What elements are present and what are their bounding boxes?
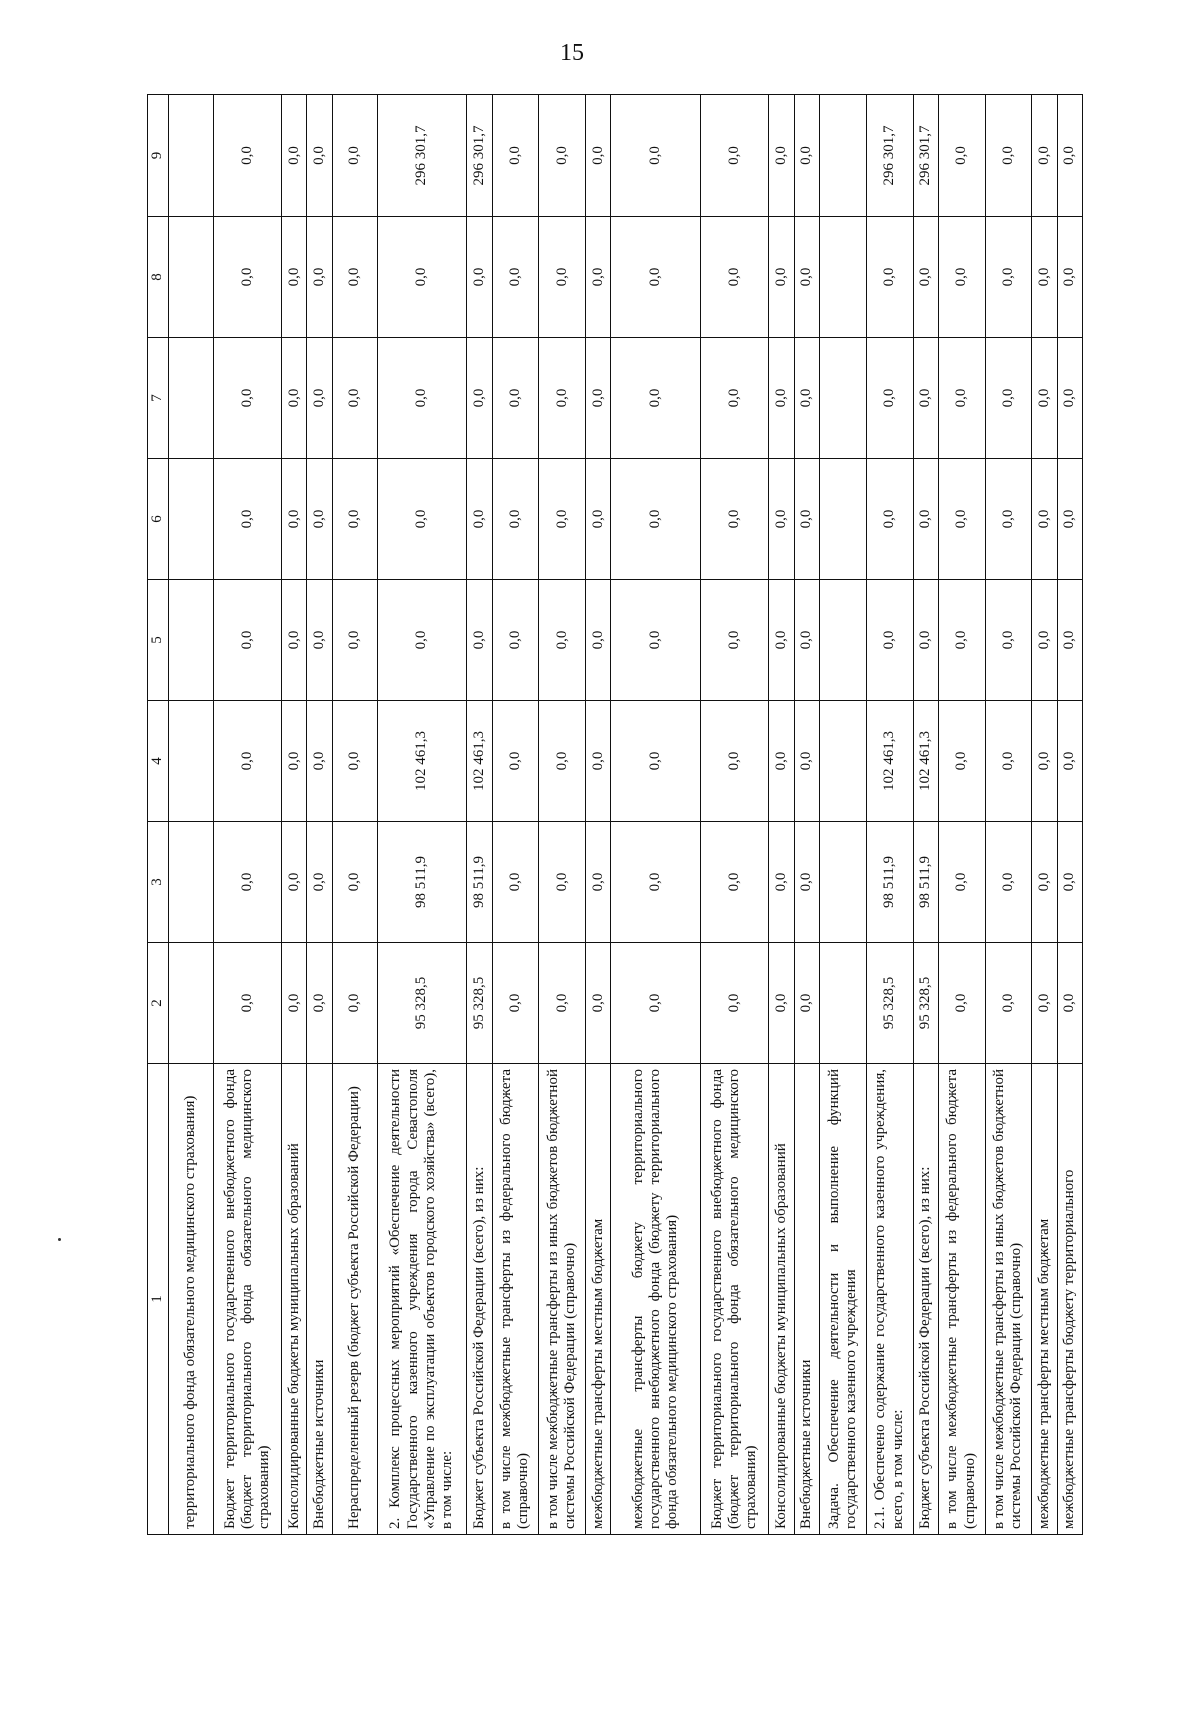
value-cell: 98 511,9 [467,822,492,943]
value-cell: 0,0 [1032,822,1057,943]
table-row [169,95,214,1535]
table-row [332,95,377,1535]
value-cell: 0,0 [701,580,769,701]
value-cell: 0,0 [1032,580,1057,701]
value-cell: 0,0 [938,701,985,822]
value-cell: 0,0 [492,822,539,943]
row-label: межбюджетные трансферты бюджету территориального [1057,1064,1082,1535]
value-cell: 0,0 [282,580,307,701]
value-cell: 0,0 [794,459,819,580]
value-cell: 0,0 [913,217,938,338]
table-row [492,95,539,1535]
value-cell: 0,0 [492,580,539,701]
table-row [611,95,701,1535]
table-row [819,95,866,1535]
table-row [586,95,611,1535]
value-cell: 98 511,9 [377,822,467,943]
value-cell: 0,0 [938,943,985,1064]
value-cell: 0,0 [938,95,985,217]
value-cell: 0,0 [213,580,281,701]
value-cell: 0,0 [332,580,377,701]
value-cell: 0,0 [307,217,332,338]
table-row [539,95,586,1535]
table-row [282,95,307,1535]
value-cell: 0,0 [1032,459,1057,580]
table-row [1057,95,1082,1535]
column-header: 8 [148,217,169,338]
value-cell: 0,0 [282,822,307,943]
table-row [938,95,985,1535]
value-cell: 0,0 [467,459,492,580]
value-cell [169,822,214,943]
value-cell: 0,0 [377,338,467,459]
value-cell: 0,0 [769,95,794,217]
column-header: 1 [148,1064,169,1535]
value-cell: 95 328,5 [913,943,938,1064]
value-cell: 0,0 [467,338,492,459]
value-cell: 0,0 [866,580,913,701]
value-cell: 102 461,3 [467,701,492,822]
row-label: в том числе межбюджетные трансферты из иных бюджетов бюджетной системы Российской Федерации (справочно) [985,1064,1032,1535]
value-cell: 0,0 [985,701,1032,822]
value-cell: 0,0 [938,217,985,338]
value-cell: 0,0 [769,338,794,459]
value-cell: 0,0 [1032,943,1057,1064]
value-cell: 0,0 [611,580,701,701]
value-cell [169,217,214,338]
value-cell: 0,0 [213,459,281,580]
row-label: межбюджетные трансферты бюджету территориального государственного внебюджетного фонда (бюджету территориального фонда обязательного медицинского страхования) [611,1064,701,1535]
value-cell: 0,0 [586,217,611,338]
value-cell: 0,0 [611,701,701,822]
value-cell: 0,0 [539,943,586,1064]
value-cell: 296 301,7 [866,95,913,217]
value-cell: 0,0 [332,701,377,822]
row-label: Нераспределенный резерв (бюджет субъекта Российской Федерации) [332,1064,377,1535]
row-label: территориального фонда обязательного медицинского страхования) [169,1064,214,1535]
value-cell [819,95,866,217]
value-cell: 0,0 [794,580,819,701]
table-row [866,95,913,1535]
rotated-table-container [147,95,1083,1535]
value-cell: 0,0 [794,701,819,822]
value-cell: 0,0 [492,217,539,338]
value-cell: 0,0 [586,459,611,580]
value-cell: 102 461,3 [913,701,938,822]
value-cell: 0,0 [611,822,701,943]
value-cell: 95 328,5 [866,943,913,1064]
value-cell: 0,0 [794,338,819,459]
value-cell: 0,0 [282,943,307,1064]
value-cell: 0,0 [769,580,794,701]
value-cell: 0,0 [866,338,913,459]
value-cell [169,459,214,580]
value-cell: 0,0 [307,95,332,217]
row-label: в том числе межбюджетные трансферты из иных бюджетов бюджетной системы Российской Федерации (справочно) [539,1064,586,1535]
row-label: Задача. Обеспечение деятельности и выполнение функций государственного казенного учреждения [819,1064,866,1535]
value-cell [169,943,214,1064]
value-cell: 102 461,3 [377,701,467,822]
value-cell: 0,0 [769,459,794,580]
value-cell: 0,0 [213,95,281,217]
value-cell: 0,0 [985,822,1032,943]
value-cell [169,95,214,217]
column-header: 5 [148,580,169,701]
value-cell: 296 301,7 [913,95,938,217]
value-cell: 0,0 [307,459,332,580]
value-cell: 0,0 [938,459,985,580]
value-cell: 0,0 [377,217,467,338]
value-cell [819,338,866,459]
value-cell: 0,0 [377,580,467,701]
value-cell: 0,0 [307,943,332,1064]
value-cell [819,459,866,580]
value-cell: 0,0 [332,822,377,943]
value-cell: 0,0 [467,580,492,701]
value-cell: 0,0 [769,943,794,1064]
row-label: Бюджет территориального государственного внебюджетного фонда (бюджет территориального фонда обязательного медицинского страхования) [701,1064,769,1535]
column-header: 9 [148,95,169,217]
value-cell: 0,0 [985,338,1032,459]
value-cell [819,217,866,338]
value-cell: 0,0 [307,338,332,459]
value-cell: 98 511,9 [866,822,913,943]
value-cell: 0,0 [539,580,586,701]
table-row [307,95,332,1535]
value-cell: 0,0 [492,95,539,217]
row-label: межбюджетные трансферты местным бюджетам [586,1064,611,1535]
value-cell: 0,0 [611,943,701,1064]
value-cell: 0,0 [492,459,539,580]
value-cell: 0,0 [769,701,794,822]
value-cell: 0,0 [539,701,586,822]
value-cell: 0,0 [611,338,701,459]
column-header: 4 [148,701,169,822]
value-cell: 0,0 [1057,95,1082,217]
row-label: Консолидированные бюджеты муниципальных образований [282,1064,307,1535]
value-cell: 0,0 [332,338,377,459]
table-row [377,95,467,1535]
value-cell: 0,0 [1032,217,1057,338]
value-cell: 0,0 [1057,701,1082,822]
value-cell: 0,0 [701,943,769,1064]
value-cell: 0,0 [492,701,539,822]
value-cell: 0,0 [913,580,938,701]
value-cell: 0,0 [985,943,1032,1064]
value-cell [169,338,214,459]
value-cell: 0,0 [586,822,611,943]
value-cell: 0,0 [701,217,769,338]
value-cell: 0,0 [307,822,332,943]
value-cell: 0,0 [985,459,1032,580]
value-cell: 0,0 [1057,338,1082,459]
row-label: Бюджет субъекта Российской Федерации (всего), из них: [913,1064,938,1535]
value-cell: 0,0 [213,822,281,943]
value-cell: 0,0 [769,217,794,338]
row-label: межбюджетные трансферты местным бюджетам [1032,1064,1057,1535]
value-cell: 0,0 [586,95,611,217]
column-header: 7 [148,338,169,459]
row-label: 2. Комплекс процессных мероприятий «Обеспечение деятельности Государственного казенного учреждения города Севастополя «Управление по эксплуатации объектов городского хозяйства» (всего), в том числе: [377,1064,467,1535]
value-cell: 0,0 [938,822,985,943]
value-cell: 0,0 [611,459,701,580]
value-cell: 95 328,5 [467,943,492,1064]
value-cell [169,701,214,822]
value-cell: 0,0 [539,217,586,338]
value-cell: 0,0 [985,580,1032,701]
value-cell: 0,0 [377,459,467,580]
value-cell: 296 301,7 [467,95,492,217]
value-cell: 0,0 [985,217,1032,338]
value-cell: 0,0 [332,459,377,580]
value-cell: 0,0 [794,95,819,217]
data-table [147,94,1083,1535]
value-cell: 0,0 [492,943,539,1064]
value-cell [819,943,866,1064]
value-cell: 0,0 [938,580,985,701]
value-cell: 0,0 [282,95,307,217]
row-label: Консолидированные бюджеты муниципальных образований [769,1064,794,1535]
value-cell: 0,0 [213,701,281,822]
value-cell: 0,0 [586,338,611,459]
value-cell: 0,0 [539,459,586,580]
scan-dot [58,1238,61,1241]
value-cell: 0,0 [332,95,377,217]
value-cell: 0,0 [539,95,586,217]
value-cell: 0,0 [539,338,586,459]
value-cell: 0,0 [1057,459,1082,580]
value-cell: 0,0 [611,217,701,338]
page-number: 15 [560,40,584,66]
value-cell: 0,0 [1032,338,1057,459]
value-cell: 0,0 [586,943,611,1064]
value-cell: 0,0 [701,95,769,217]
value-cell: 0,0 [701,701,769,822]
value-cell: 0,0 [913,338,938,459]
value-cell: 0,0 [282,338,307,459]
value-cell: 0,0 [1032,701,1057,822]
value-cell: 0,0 [492,338,539,459]
header-row [148,95,169,1535]
row-label: в том числе межбюджетные трансферты из федерального бюджета (справочно) [938,1064,985,1535]
value-cell: 0,0 [1057,943,1082,1064]
value-cell [819,822,866,943]
value-cell: 98 511,9 [913,822,938,943]
value-cell: 0,0 [866,459,913,580]
value-cell: 0,0 [307,580,332,701]
value-cell: 0,0 [701,338,769,459]
value-cell: 0,0 [794,217,819,338]
table-row [1032,95,1057,1535]
value-cell: 0,0 [611,95,701,217]
table-row [985,95,1032,1535]
value-cell: 0,0 [1057,822,1082,943]
value-cell: 0,0 [213,217,281,338]
column-header: 3 [148,822,169,943]
table-row [913,95,938,1535]
value-cell: 0,0 [794,943,819,1064]
value-cell: 0,0 [586,580,611,701]
value-cell [819,580,866,701]
value-cell: 0,0 [1032,95,1057,217]
table-row [467,95,492,1535]
value-cell: 102 461,3 [866,701,913,822]
value-cell: 0,0 [794,822,819,943]
value-cell: 0,0 [866,217,913,338]
column-header: 6 [148,459,169,580]
value-cell: 0,0 [701,459,769,580]
value-cell: 0,0 [282,217,307,338]
table-row [794,95,819,1535]
column-header: 2 [148,943,169,1064]
value-cell: 0,0 [307,701,332,822]
row-label: Бюджет территориального государственного внебюджетного фонда (бюджет территориального фонда обязательного медицинского страхования) [213,1064,281,1535]
row-label: Внебюджетные источники [794,1064,819,1535]
row-label: Внебюджетные источники [307,1064,332,1535]
value-cell: 296 301,7 [377,95,467,217]
row-label: Бюджет субъекта Российской Федерации (всего), из них: [467,1064,492,1535]
value-cell: 0,0 [213,338,281,459]
value-cell: 0,0 [985,95,1032,217]
value-cell: 0,0 [539,822,586,943]
value-cell [819,701,866,822]
row-label: 2.1. Обеспечено содержание государственного казенного учреждения, всего, в том числе: [866,1064,913,1535]
value-cell: 0,0 [1057,217,1082,338]
value-cell: 95 328,5 [377,943,467,1064]
value-cell: 0,0 [701,822,769,943]
table-row [769,95,794,1535]
value-cell: 0,0 [282,459,307,580]
value-cell: 0,0 [769,822,794,943]
value-cell: 0,0 [467,217,492,338]
table-row [213,95,281,1535]
row-label: в том числе межбюджетные трансферты из федерального бюджета (справочно) [492,1064,539,1535]
value-cell: 0,0 [213,943,281,1064]
value-cell: 0,0 [282,701,307,822]
value-cell: 0,0 [332,943,377,1064]
value-cell [169,580,214,701]
table-body [169,95,1083,1535]
value-cell: 0,0 [913,459,938,580]
value-cell: 0,0 [586,701,611,822]
value-cell: 0,0 [1057,580,1082,701]
table-row [701,95,769,1535]
value-cell: 0,0 [938,338,985,459]
value-cell: 0,0 [332,217,377,338]
